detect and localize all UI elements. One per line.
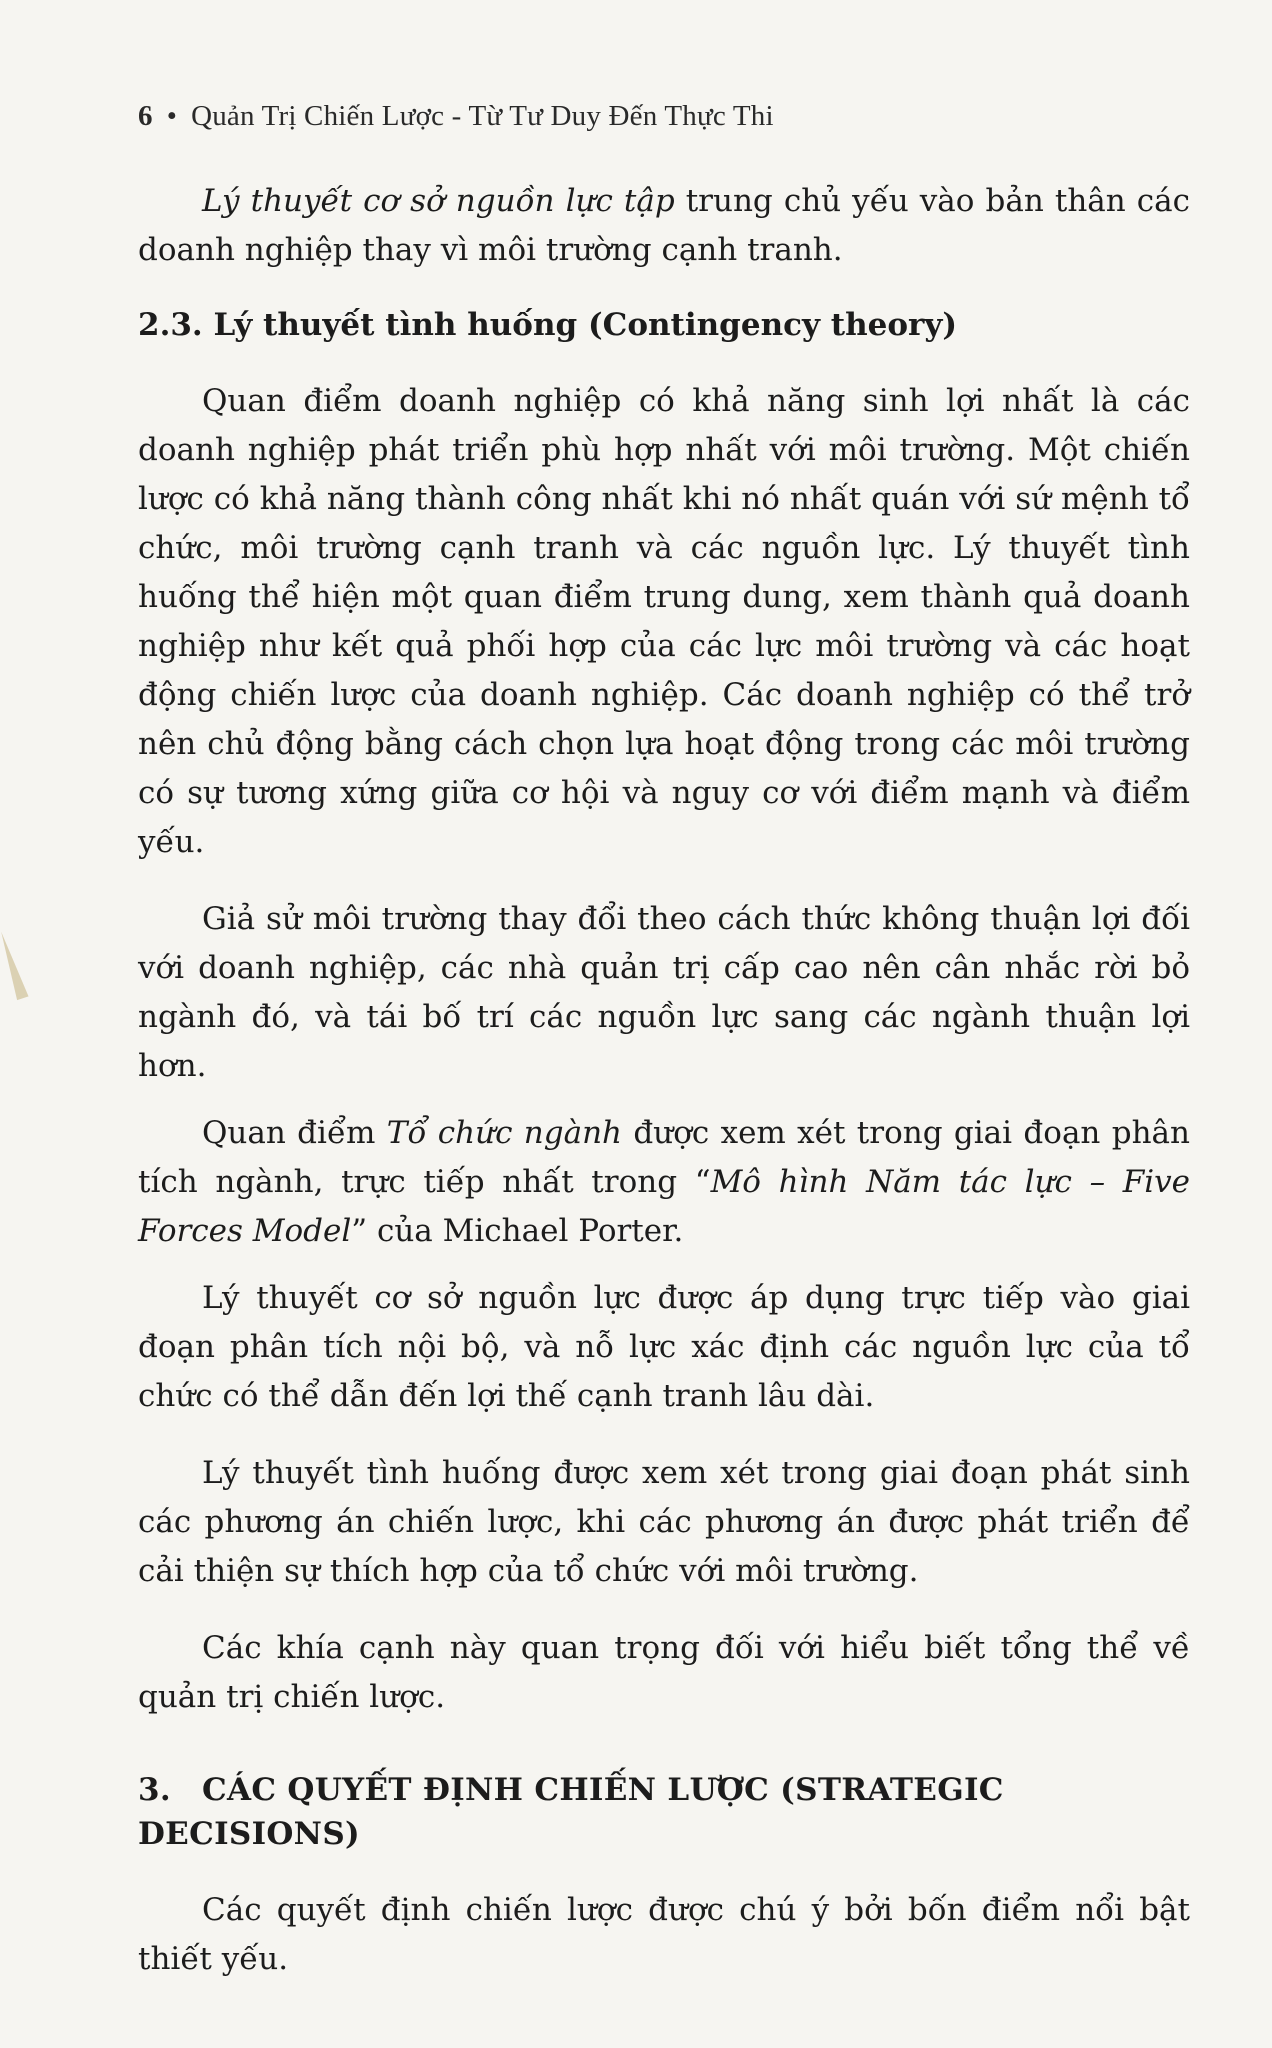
section-title: CÁC QUYẾT ĐỊNH CHIẾN LƯỢC (STRATEGIC DECISIONS) xyxy=(138,1772,1004,1852)
section-number: 3. xyxy=(138,1772,171,1808)
paragraph-resource-based-application: Lý thuyết cơ sở nguồn lực được áp dụng trực tiếp vào giai đoạn phân tích nội bộ, và nỗ lực xác định các nguồn lực của tổ chức có thể dẫn đến lợi thế cạnh tranh lâu dài. xyxy=(138,1280,1190,1414)
book-title: Quản Trị Chiến Lược - Từ Tư Duy Đến Thực Thi xyxy=(191,100,774,132)
paragraph-environment-change: Giả sử môi trường thay đổi theo cách thức không thuận lợi đối với doanh nghiệp, các nhà quản trị cấp cao nên cân nhắc rời bỏ ngành đó, và tái bố trí các nguồn lực sang các ngành thuận lợi hơn. xyxy=(138,901,1190,1084)
page-edge-mark xyxy=(0,930,29,1000)
paragraph-contingency-description: Quan điểm doanh nghiệp có khả năng sinh lợi nhất là các doanh nghiệp phát triển phù hợp nhất với môi trường. Một chiến lược có khả năng thành công nhất khi nó nhất quán với sứ mệnh tổ chức, môi trường cạnh tranh và các nguồn lực. Lý thuyết tình huống thể hiện một quan điểm trung dung, xem thành quả doanh nghiệp như kết quả phối hợp của các lực môi trường và các hoạt động chiến lược của doanh nghiệp. Các doanh nghiệp có thể trở nên chủ động bằng cách chọn lựa hoạt động trong các môi trường có sự tương xứng giữa cơ hội và nguy cơ với điểm mạnh và điểm yếu. xyxy=(138,383,1190,860)
paragraph-resource-based-summary: Lý thuyết cơ sở nguồn lực tập trung chủ yếu vào bản thân các doanh nghiệp thay vì môi trường cạnh tranh. xyxy=(138,183,1190,268)
heading-contingency-theory: 2.3. Lý thuyết tình huống (Contingency theory) xyxy=(138,307,958,343)
running-header xyxy=(138,100,1190,133)
heading-strategic-decisions xyxy=(138,1768,1190,1856)
emphasis-industry-organization: Tổ chức ngành xyxy=(386,1115,623,1151)
page-number: 6 xyxy=(138,100,153,132)
paragraph-contingency-application: Lý thuyết tình huống được xem xét trong giai đoạn phát sinh các phương án chiến lược, khi các phương án được phát triển để cải thiện sự thích hợp của tổ chức với môi trường. xyxy=(138,1455,1190,1589)
header-bullet: • xyxy=(166,100,178,132)
book-page xyxy=(138,100,1190,2012)
paragraph-industry-organization: Quan điểm Tổ chức ngành được xem xét trong giai đoạn phân tích ngành, trực tiếp nhất trong “Mô hình Năm tác lực – Five Forces Model” của Michael Porter. xyxy=(138,1115,1191,1249)
emphasis-resource-based-theory: Lý thuyết cơ sở nguồn lực tập xyxy=(202,183,675,219)
paragraph-overall-understanding: Các khía cạnh này quan trọng đối với hiểu biết tổng thể về quản trị chiến lược. xyxy=(138,1630,1190,1715)
paragraph-strategic-decisions-intro: Các quyết định chiến lược được chú ý bởi bốn điểm nổi bật thiết yếu. xyxy=(138,1892,1190,1977)
emphasis-five-forces-model: Mô hình Năm tác lực – Five Forces Model xyxy=(138,1164,1191,1249)
